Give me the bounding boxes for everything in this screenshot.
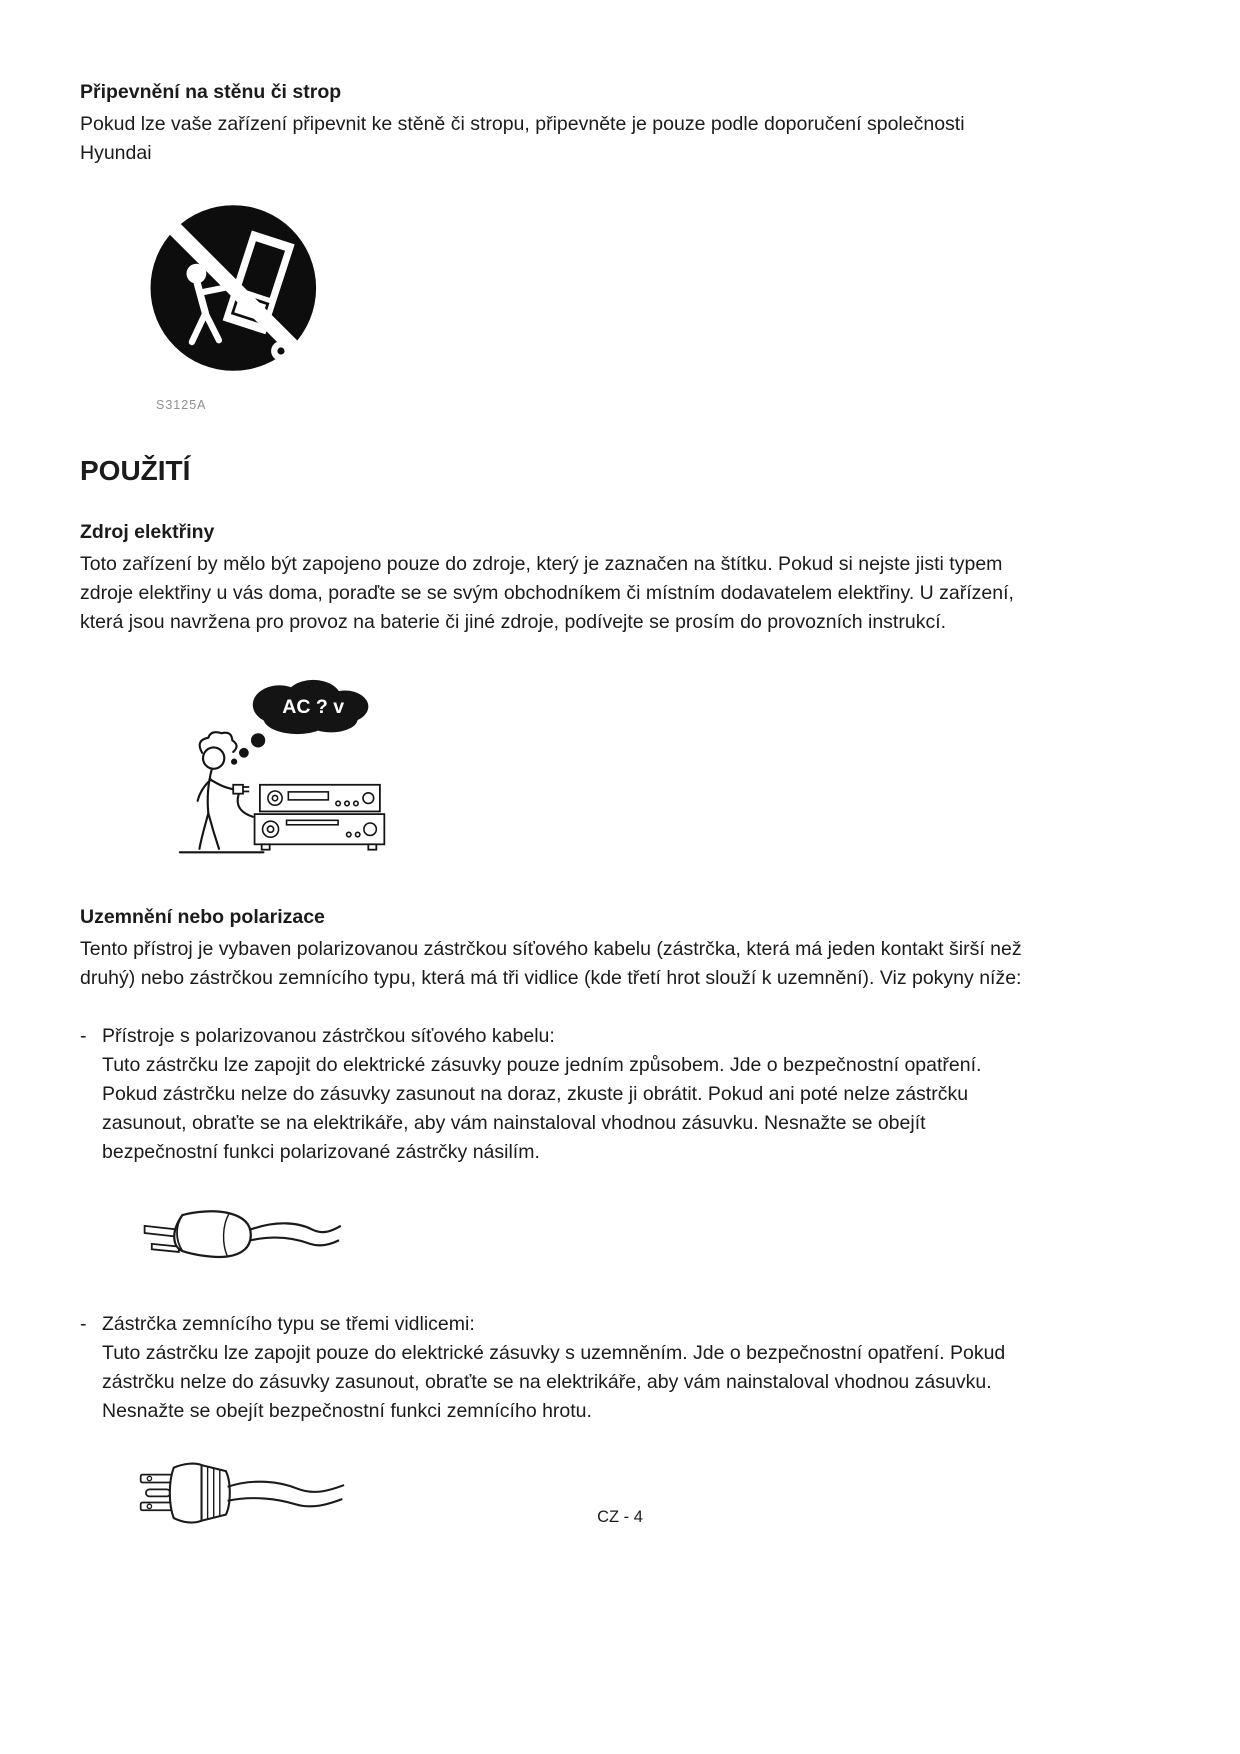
bullet-body-polarized: Tuto zástrčku lze zapojit do elektrické zásuvky pouze jedním způsobem. Jde o bezpečnostní opatření. Pokud zástrčku nelze do zásuvky zasunout na doraz, zkuste ji obrátit. Pokud ani poté nelze zástrčku zasunout, obraťte se na elektrikáře, aby vám nainstaloval vhodnou zásuvku. Nesnažte se obejít bezpečnostní funkci polarizované zástrčky násilím.	[102, 1054, 982, 1163]
bullet-body-grounding: Tuto zástrčku lze zapojit pouze do elektrické zásuvky s uzemněním. Jde o bezpečnostní opatření. Pokud zástrčku nelze do zásuvky zasunout, obraťte se na elektrikáře, aby vám nainstaloval vhodnou zásuvku. Nesnažte se obejít bezpečnostní funkci zemnícího hrotu.	[102, 1342, 1006, 1422]
bullet-title-grounding: Zástrčka zemnícího typu se třemi vidlicemi:	[102, 1313, 475, 1335]
polarized-plug-illustration	[132, 1195, 348, 1281]
bullet-title-polarized: Přístroje s polarizovanou zástrčkou síťového kabelu:	[102, 1025, 555, 1047]
bullet-dash: -	[80, 1025, 87, 1047]
bullet-grounding-plug	[80, 1310, 1030, 1426]
page-number-footer: CZ - 4	[597, 1508, 643, 1526]
no-cart-warning-icon	[146, 198, 326, 396]
thought-bubble-text: AC ? v	[282, 695, 345, 718]
section-heading-power-source: Zdroj elektřiny	[80, 521, 215, 543]
section-heading-grounding: Uzemnění nebo polarizace	[80, 906, 325, 928]
bullet-dash: -	[80, 1313, 87, 1335]
person-thinking-ac-illustration	[146, 671, 404, 863]
main-heading-pouziti: POUŽITÍ	[80, 455, 191, 486]
bullet-polarized-plug	[80, 1022, 1030, 1167]
unstable-cart-warning-figure	[146, 198, 1152, 412]
figure-caption: S3125A	[156, 398, 207, 412]
polarized-plug-figure	[132, 1195, 1152, 1281]
section-body-mounting: Pokud lze vaše zařízení připevnit ke stěně či stropu, připevněte je pouze podle doporučení společnosti Hyundai	[80, 113, 965, 164]
section-body-power-source: Toto zařízení by mělo být zapojeno pouze do zdroje, který je zaznačen na štítku. Pokud si nejste jisti typem zdroje elektřiny u vás doma, poraďte se se svým obchodníkem či místním dodavatelem elektřiny. U zařízení, která jsou navržena pro provoz na baterie či jiné zdroje, podívejte se prosím do provozních instrukcí.	[80, 553, 1014, 633]
section-body-grounding: Tento přístroj je vybaven polarizovanou zástrčkou síťového kabelu (zástrčka, která má jeden kontakt širší než druhý) nebo zástrčkou zemnícího typu, která má tři vidlice (kde třetí hrot slouží k uzemnění). Viz pokyny níže:	[80, 938, 1022, 989]
power-source-question-figure	[146, 671, 1152, 863]
section-heading-mounting: Připevnění na stěnu či strop	[80, 81, 342, 103]
